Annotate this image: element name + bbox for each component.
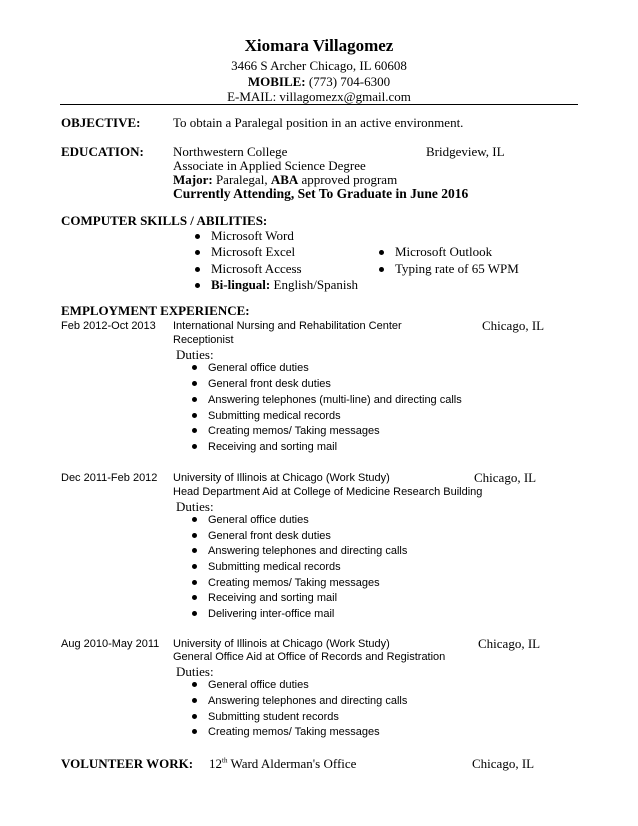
job-employer: University of Illinois at Chicago (Work Study)	[173, 472, 390, 484]
skill-item: Microsoft Outlook	[379, 244, 492, 260]
duty-item: Answering telephones and directing calls	[192, 545, 407, 557]
bullet-icon	[195, 250, 200, 255]
education-location: Bridgeview, IL	[426, 144, 505, 159]
duty-item: Creating memos/ Taking messages	[192, 425, 380, 437]
bullet-icon	[192, 444, 197, 449]
bullet-icon	[192, 365, 197, 370]
job-title: Head Department Aid at College of Medicine Research Building	[173, 486, 483, 498]
duty-item: Creating memos/ Taking messages	[192, 577, 380, 589]
job-dates: Dec 2011-Feb 2012	[61, 472, 158, 484]
bullet-icon	[192, 564, 197, 569]
education-degree: Associate in Applied Science Degree	[173, 158, 366, 173]
bullet-icon	[192, 397, 197, 402]
major-label: Major:	[173, 172, 213, 187]
email: E-MAIL: villagomezx@gmail.com	[227, 89, 411, 104]
duty-item: General front desk duties	[192, 378, 331, 390]
bullet-icon	[192, 533, 197, 538]
bullet-icon	[192, 729, 197, 734]
address: 3466 S Archer Chicago, IL 60608	[231, 58, 407, 73]
bullet-icon	[195, 283, 200, 288]
job-location: Chicago, IL	[478, 636, 541, 651]
duty-item: Delivering inter-office mail	[192, 608, 334, 620]
bullet-icon	[192, 517, 197, 522]
duty-item: General office duties	[192, 514, 309, 526]
bullet-icon	[379, 250, 384, 255]
header-divider	[60, 104, 578, 105]
candidate-name: Xiomara Villagomez	[244, 36, 394, 55]
job-dates: Feb 2012-Oct 2013	[61, 320, 156, 332]
job-dates: Aug 2010-May 2011	[61, 638, 160, 650]
mobile-label: MOBILE:	[247, 74, 306, 89]
major-text-1: Paralegal,	[215, 172, 268, 187]
duty-item: Submitting student records	[192, 711, 339, 723]
major-aba: ABA	[270, 172, 299, 187]
bullet-icon	[192, 698, 197, 703]
bullet-icon	[195, 234, 200, 239]
ward-number: 12	[209, 756, 222, 771]
skills-label: COMPUTER SKILLS / ABILITIES:	[61, 213, 268, 228]
duty-item: Answering telephones and directing calls	[192, 695, 407, 707]
duty-item: General office duties	[192, 679, 309, 691]
duty-item: Submitting medical records	[192, 410, 341, 422]
ward-text: Ward Alderman's Office	[230, 756, 357, 771]
skill-item: Microsoft Excel	[195, 244, 295, 260]
bullet-icon	[192, 595, 197, 600]
bullet-icon	[192, 682, 197, 687]
major-text-2: approved program	[301, 172, 398, 187]
bullet-icon	[192, 413, 197, 418]
volunteer-location: Chicago, IL	[472, 756, 535, 771]
job-location: Chicago, IL	[482, 318, 545, 333]
volunteer-label: VOLUNTEER WORK:	[61, 756, 194, 771]
skill-item: Typing rate of 65 WPM	[379, 261, 519, 277]
objective-text: To obtain a Paralegal position in an active environment.	[173, 115, 464, 130]
bullet-icon	[379, 267, 384, 272]
education-label: EDUCATION:	[61, 144, 144, 159]
education-status: Currently Attending, Set To Graduate in June 2016	[173, 186, 469, 201]
duty-item: Answering telephones (multi-line) and directing calls	[192, 394, 462, 406]
duty-item: General office duties	[192, 362, 309, 374]
bullet-icon	[192, 548, 197, 553]
bullet-icon	[192, 580, 197, 585]
ward-suffix: th	[222, 756, 228, 765]
duty-item: Submitting medical records	[192, 561, 341, 573]
mobile-number: (773) 704-6300	[308, 74, 391, 89]
bullet-icon	[192, 714, 197, 719]
education-school: Northwestern College	[173, 144, 288, 159]
duties-label: Duties:	[176, 347, 214, 362]
bullet-icon	[192, 381, 197, 386]
bullet-icon	[192, 611, 197, 616]
job-title: Receptionist	[173, 334, 234, 346]
duties-label: Duties:	[176, 499, 214, 514]
mobile-line	[0, 74, 638, 90]
duty-item: Receiving and sorting mail	[192, 441, 337, 453]
employment-label: EMPLOYMENT EXPERIENCE:	[61, 303, 250, 318]
objective-label: OBJECTIVE:	[61, 115, 141, 130]
duty-item: Creating memos/ Taking messages	[192, 726, 380, 738]
job-employer: University of Illinois at Chicago (Work Study)	[173, 638, 390, 650]
skill-item: Microsoft Access	[195, 261, 302, 277]
job-location: Chicago, IL	[474, 470, 537, 485]
bullet-icon	[195, 267, 200, 272]
skill-item-bilingual: Bi-lingual: English/Spanish	[195, 277, 358, 293]
volunteer-organization	[209, 756, 356, 772]
bullet-icon	[192, 428, 197, 433]
duty-item: General front desk duties	[192, 530, 331, 542]
job-employer: International Nursing and Rehabilitation Center	[173, 320, 402, 332]
job-title: General Office Aid at Office of Records and Registration	[173, 651, 446, 663]
duty-item: Receiving and sorting mail	[192, 592, 337, 604]
duties-label: Duties:	[176, 664, 214, 679]
skill-item: Microsoft Word	[195, 228, 294, 244]
